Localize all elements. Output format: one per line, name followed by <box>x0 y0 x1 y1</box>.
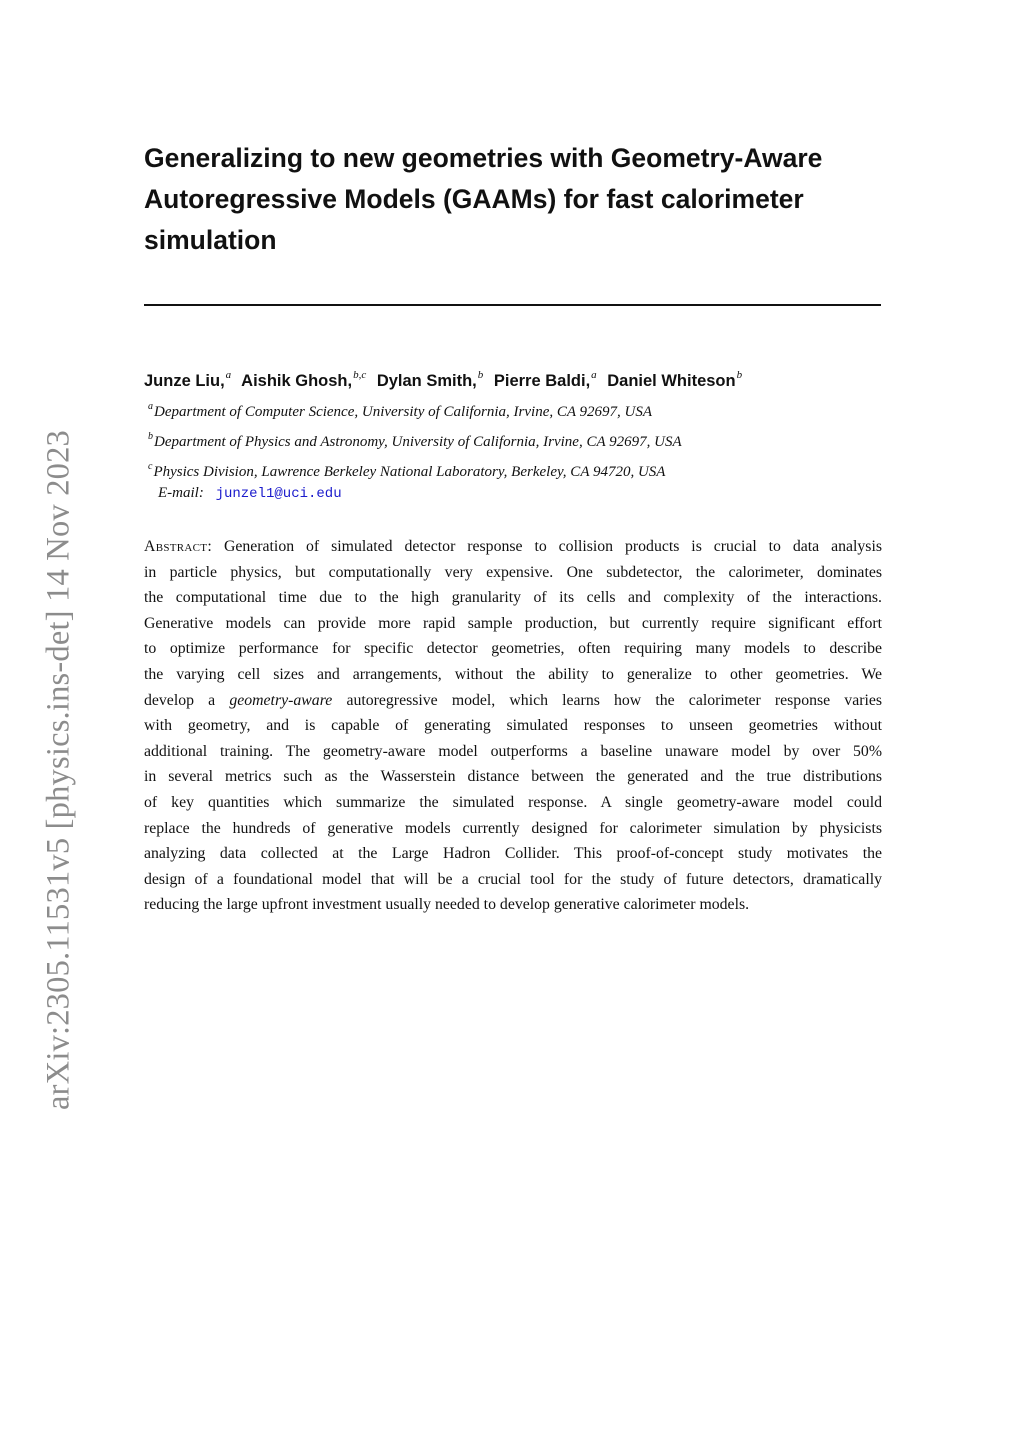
email-label: E-mail: <box>158 485 204 501</box>
author-name: Daniel Whiteson <box>607 371 736 390</box>
abstract-line: Generative models can provide more rapid sample production, but currently require significant effort <box>144 614 882 632</box>
title-line: simulation <box>144 225 277 255</box>
abstract-line: of key quantities which summarize the simulated response. A single geometry-aware model could <box>144 793 882 811</box>
author-affiliation-mark: b <box>736 369 743 381</box>
abstract-emphasis: geometry-aware <box>229 691 333 709</box>
abstract-line: design of a foundational model that will be a crucial tool for the study of future detectors, dramatically <box>144 870 882 888</box>
author <box>607 369 743 390</box>
abstract-line: the computational time due to the high granularity of its cells and complexity of the interactions. <box>144 589 882 607</box>
abstract-line-text: autoregressive model, which learns how the calorimeter response varies <box>346 691 883 709</box>
affiliation-text: Physics Division, Lawrence Berkeley National Laboratory, Berkeley, CA 94720, USA <box>153 464 666 480</box>
author-name: Aishik Ghosh, <box>241 371 353 390</box>
affiliation-text: Department of Physics and Astronomy, University of California, Irvine, CA 92697, USA <box>154 434 682 450</box>
author-name: Dylan Smith, <box>376 371 477 390</box>
author-affiliation-mark: b,c <box>353 369 367 381</box>
author <box>376 369 484 390</box>
abstract-label: Abstract: <box>144 538 213 555</box>
abstract-line <box>144 688 882 714</box>
affiliation-text: Department of Computer Science, University of California, Irvine, CA 92697, USA <box>154 404 652 420</box>
contact-email <box>158 482 342 505</box>
affiliation-mark: a <box>148 401 153 412</box>
author-affiliation-mark: b <box>477 369 484 381</box>
author-list <box>144 364 884 393</box>
abstract-line: with geometry, and is capable of generating simulated responses to unseen geometries without <box>144 717 882 735</box>
abstract-line: additional training. The geometry-aware model outperforms a baseline unaware model by over 50% <box>144 742 882 760</box>
abstract-line: reducing the large upfront investment usually needed to develop generative calorimeter models. <box>144 896 750 914</box>
title-line: Generalizing to new geometries with Geometry-Aware <box>144 143 823 173</box>
affiliation-mark: c <box>148 461 153 472</box>
author <box>493 369 597 390</box>
author <box>144 369 232 390</box>
email-link[interactable]: junzel1@uci.edu <box>215 486 342 502</box>
abstract-line: the varying cell sizes and arrangements, without the ability to generalize to other geometries. We <box>144 665 882 683</box>
abstract-line-prefix: develop a <box>144 691 216 709</box>
abstract-line: analyzing data collected at the Large Hadron Collider. This proof-of-concept study motivates the <box>144 845 882 863</box>
abstract-line <box>144 534 882 560</box>
affiliation-list <box>148 395 888 485</box>
author-name: Pierre Baldi, <box>493 371 591 390</box>
affiliation-mark: b <box>148 431 153 442</box>
author-affiliation-mark: a <box>591 369 597 381</box>
title-line: Autoregressive Models (GAAMs) for fast calorimeter <box>144 184 804 214</box>
abstract-line: in several metrics such as the Wasserstein distance between the generated and the true distributions <box>144 768 882 786</box>
affiliation <box>148 455 888 485</box>
author-name: Junze Liu, <box>144 371 225 390</box>
abstract-line: in particle physics, but computationally very expensive. One subdetector, the calorimeter, dominates <box>144 563 882 581</box>
abstract-line: to optimize performance for specific detector geometries, often requiring many models to describe <box>144 640 882 658</box>
author <box>241 369 367 390</box>
abstract-line-text: Generation of simulated detector response to collision products is crucial to data analysis <box>223 538 882 555</box>
affiliation <box>148 425 888 455</box>
author-affiliation-mark: a <box>225 369 232 381</box>
affiliation <box>148 395 888 425</box>
title-divider <box>144 304 881 306</box>
arxiv-identifier-stamp: arXiv:2305.11531v5 [physics.ins-det] 14 Nov 2023 <box>40 430 77 1110</box>
abstract <box>144 534 882 918</box>
paper-title <box>144 138 884 261</box>
abstract-line: replace the hundreds of generative models currently designed for calorimeter simulation by physicists <box>144 819 882 837</box>
